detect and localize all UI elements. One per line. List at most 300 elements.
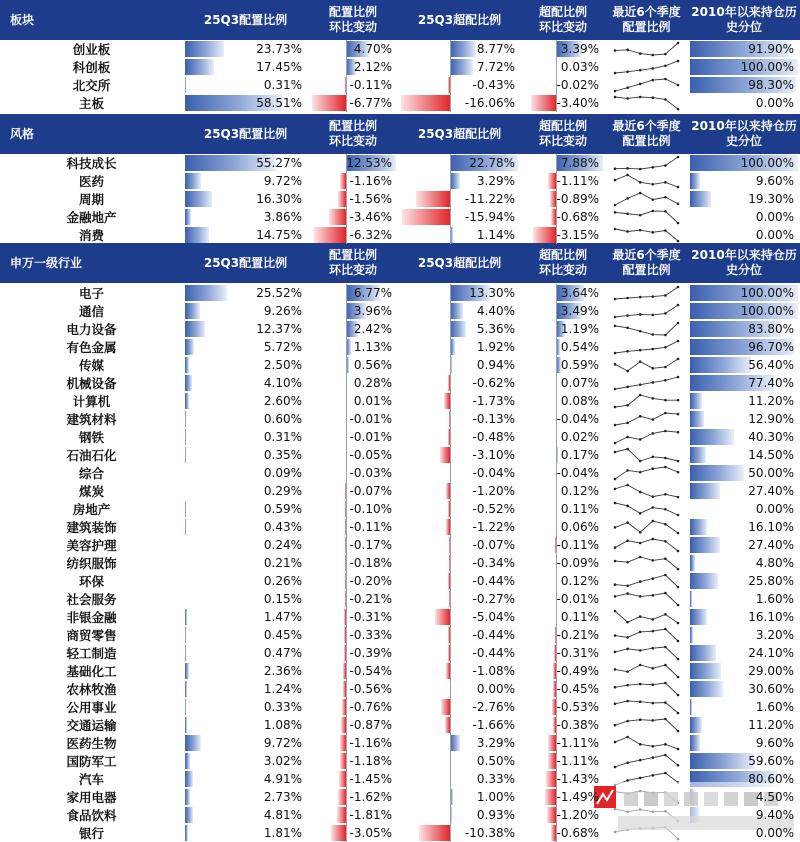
sparkline-point [652, 594, 655, 597]
bar-negative [550, 191, 557, 207]
sparkline-path [615, 503, 678, 515]
row-name: 传媒 [0, 356, 183, 374]
cell-over [398, 626, 521, 644]
bar-positive [185, 411, 186, 427]
value-label: 29.00% [748, 662, 794, 680]
value-label: 100.00% [741, 284, 794, 302]
zero-axis [450, 698, 451, 716]
column-header: 25Q3超配比例 [398, 243, 521, 283]
cell-over [398, 518, 521, 536]
cell-percentile [688, 154, 800, 172]
sparkline-point [652, 314, 655, 317]
bar-negative [331, 825, 346, 841]
section-header-board [0, 0, 800, 40]
zero-axis [450, 536, 451, 554]
row-name: 机械设备 [0, 374, 183, 392]
zero-axis [346, 554, 347, 572]
sparkline [613, 464, 680, 482]
cell-percentile [688, 752, 800, 770]
sparkline-point [652, 54, 655, 57]
sparkline-point [614, 90, 617, 93]
sparkline-point [664, 718, 667, 721]
cell-alloc-chg [308, 172, 398, 190]
zero-axis [346, 716, 347, 734]
value-label: 100.00% [741, 302, 794, 320]
column-header: 配置比例 环比变动 [308, 114, 398, 154]
cell-over-chg [521, 752, 605, 770]
sparkline-point [664, 540, 667, 543]
cell-alloc [183, 392, 308, 410]
sparkline-point [664, 613, 667, 616]
sparkline-point [626, 167, 629, 170]
cell-over-chg [521, 172, 605, 190]
sparkline-point [614, 583, 617, 586]
zero-axis [450, 58, 451, 76]
value-label: -0.49% [557, 662, 599, 680]
cell-over-chg [521, 716, 605, 734]
row-name: 国防军工 [0, 752, 183, 770]
sparkline-point [626, 561, 629, 564]
value-label: -1.16% [350, 172, 392, 190]
value-label: 17.45% [256, 58, 302, 76]
sparkline-point [664, 754, 667, 757]
column-header: 最近6个季度 配置比例 [605, 0, 688, 40]
sparkline-point [677, 604, 680, 607]
bar-percentile [690, 357, 751, 373]
zero-axis [346, 428, 347, 446]
sparkline-point [677, 108, 680, 111]
cell-alloc [183, 190, 308, 208]
table-row [0, 284, 800, 302]
cell-alloc-chg [308, 302, 398, 320]
sparkline-point [626, 174, 629, 177]
zero-axis [450, 716, 451, 734]
bar-negative [547, 807, 556, 823]
value-label: -0.09% [557, 554, 599, 572]
cell-over [398, 374, 521, 392]
bar-positive [185, 627, 186, 643]
sparkline-point [614, 702, 617, 705]
sparkline-point [626, 97, 629, 100]
sparkline-point [652, 210, 655, 213]
value-label: -0.87% [350, 716, 392, 734]
sparkline-point [626, 370, 629, 373]
sparkline-point [652, 630, 655, 633]
bar-percentile [690, 699, 692, 715]
column-header: 配置比例 环比变动 [308, 243, 398, 283]
bar-positive [185, 285, 227, 301]
cell-over-chg [521, 320, 605, 338]
cell-alloc [183, 154, 308, 172]
sparkline-point [626, 648, 629, 651]
sparkline-point [626, 539, 629, 542]
bar-percentile [690, 609, 707, 625]
value-label: -1.66% [473, 716, 515, 734]
zero-axis [346, 770, 347, 788]
bar-percentile [690, 191, 711, 207]
value-label: -0.39% [350, 644, 392, 662]
bar-negative [441, 699, 449, 715]
value-label: 0.11% [561, 500, 599, 518]
bar-positive [450, 303, 463, 319]
sparkline-point [639, 615, 642, 618]
cell-alloc [183, 284, 308, 302]
zero-axis [346, 392, 347, 410]
row-name: 非银金融 [0, 608, 183, 626]
zero-axis [346, 190, 347, 208]
row-name: 社会服务 [0, 590, 183, 608]
zero-axis [450, 788, 451, 806]
sparkline [613, 374, 680, 392]
row-name: 科技成长 [0, 154, 183, 172]
cell-over [398, 446, 521, 464]
value-label: -3.10% [473, 446, 515, 464]
bar-percentile [690, 519, 707, 535]
cell-over [398, 482, 521, 500]
value-label: 56.40% [748, 356, 794, 374]
cell-percentile [688, 482, 800, 500]
sparkline-point [652, 418, 655, 421]
sparkline-path [615, 431, 678, 443]
bar-percentile [690, 393, 702, 409]
sparkline-path [615, 43, 678, 55]
sparkline-point [639, 214, 642, 217]
value-label: -3.40% [557, 94, 599, 112]
cell-alloc [183, 806, 308, 824]
cell-over-chg [521, 644, 605, 662]
cell-over-chg [521, 590, 605, 608]
bar-positive [185, 735, 201, 751]
cell-percentile [688, 410, 800, 428]
bar-negative [401, 95, 449, 111]
cell-over-chg [521, 154, 605, 172]
zero-axis [450, 572, 451, 590]
sparkline-point [677, 764, 680, 767]
zero-axis [556, 572, 557, 590]
value-label: 4.91% [264, 770, 302, 788]
cell-over [398, 770, 521, 788]
cell-over [398, 226, 521, 244]
value-label: 1.24% [264, 680, 302, 698]
value-label: 1.92% [477, 338, 515, 356]
cell-percentile [688, 58, 800, 76]
cell-over-chg [521, 374, 605, 392]
sparkline-point [639, 383, 642, 386]
cell-over [398, 58, 521, 76]
sparkline-point [614, 424, 617, 427]
row-name: 钢铁 [0, 428, 183, 446]
bar-negative [440, 447, 449, 463]
sparkline-point [626, 700, 629, 703]
value-label: 9.72% [264, 734, 302, 752]
bar-positive [185, 825, 188, 841]
column-header: 2010年以来持仓历 史分位 [688, 243, 800, 283]
cell-over-chg [521, 518, 605, 536]
row-name: 食品饮料 [0, 806, 183, 824]
cell-over-chg [521, 608, 605, 626]
sparkline-point [614, 526, 617, 529]
value-label: 0.06% [561, 518, 599, 536]
cell-over [398, 680, 521, 698]
sparkline-point [639, 683, 642, 686]
table-row [0, 662, 800, 680]
zero-axis [450, 374, 451, 392]
sparkline-point [639, 700, 642, 703]
zero-axis [346, 208, 347, 226]
value-label: -0.27% [473, 590, 515, 608]
bar-positive [185, 771, 193, 787]
table-row [0, 716, 800, 734]
sparkline [613, 190, 680, 208]
cell-percentile [688, 698, 800, 716]
sparkline-point [639, 556, 642, 559]
sparkline-point [626, 404, 629, 407]
value-label: 58.51% [256, 94, 302, 112]
zero-axis [346, 338, 347, 356]
sparkline-path [615, 193, 678, 205]
value-label: 4.80% [756, 554, 794, 572]
value-label: 0.54% [561, 338, 599, 356]
zero-axis [450, 76, 451, 94]
sparkline-path [615, 211, 678, 223]
value-label: -0.56% [350, 680, 392, 698]
sparkline-point [664, 294, 667, 297]
value-label: 0.56% [354, 356, 392, 374]
cell-alloc [183, 410, 308, 428]
zero-axis [556, 338, 557, 356]
sparkline [613, 226, 680, 244]
sparkline-point [626, 436, 629, 439]
sparkline-path [615, 593, 678, 605]
cell-over-chg [521, 662, 605, 680]
value-label: 2.50% [264, 356, 302, 374]
sparkline-point [677, 640, 680, 643]
cell-over [398, 752, 521, 770]
zero-axis [450, 446, 451, 464]
sparkline-point [652, 756, 655, 759]
table-row [0, 464, 800, 482]
value-label: 2.42% [354, 320, 392, 338]
value-label: 0.08% [561, 392, 599, 410]
sparkline-path [615, 175, 678, 187]
cell-over-chg [521, 626, 605, 644]
bar-positive [185, 173, 201, 189]
value-label: -0.13% [473, 410, 515, 428]
cell-percentile [688, 446, 800, 464]
cell-percentile [688, 518, 800, 536]
row-name: 环保 [0, 572, 183, 590]
value-label: 0.29% [264, 482, 302, 500]
table-row [0, 172, 800, 190]
cell-alloc [183, 554, 308, 572]
sparkline-point [614, 204, 617, 207]
zero-axis [346, 500, 347, 518]
value-label: -0.10% [350, 500, 392, 518]
bar-positive [185, 717, 187, 733]
cell-alloc-chg [308, 338, 398, 356]
bar-negative [312, 95, 346, 111]
column-header: 超配比例 环比变动 [521, 243, 605, 283]
sparkline-point [664, 164, 667, 167]
cell-alloc [183, 356, 308, 374]
column-header: 申万一级行业 [0, 243, 183, 283]
value-label: 2.36% [264, 662, 302, 680]
cell-percentile [688, 172, 800, 190]
sparkline-point [677, 748, 680, 751]
sparkline-point [677, 42, 680, 45]
cell-alloc-chg [308, 464, 398, 482]
zero-axis [450, 662, 451, 680]
zero-axis [450, 482, 451, 500]
cell-percentile [688, 644, 800, 662]
column-header: 25Q3配置比例 [183, 114, 308, 154]
cell-alloc [183, 446, 308, 464]
cell-alloc-chg [308, 824, 398, 842]
row-name: 北交所 [0, 76, 183, 94]
sparkline-point [626, 386, 629, 389]
bar-positive [450, 735, 460, 751]
value-label: 5.36% [477, 320, 515, 338]
value-label: 0.03% [561, 58, 599, 76]
sparkline-point [626, 212, 629, 215]
value-label: 27.40% [748, 482, 794, 500]
cell-alloc-chg [308, 752, 398, 770]
value-label: 0.28% [354, 374, 392, 392]
table-row [0, 76, 800, 94]
bar-positive [185, 753, 190, 769]
cell-alloc-chg [308, 626, 398, 644]
sparkline-point [677, 286, 680, 289]
cell-over [398, 190, 521, 208]
sparkline-point [652, 381, 655, 384]
value-label: -0.18% [350, 554, 392, 572]
value-label: 0.02% [561, 428, 599, 446]
row-name: 银行 [0, 824, 183, 842]
sparkline [613, 518, 680, 536]
row-name: 基础化工 [0, 662, 183, 680]
table-row [0, 518, 800, 536]
value-label: 98.30% [748, 76, 794, 94]
sparkline [613, 572, 680, 590]
sparkline [613, 320, 680, 338]
cell-percentile [688, 190, 800, 208]
value-label: 23.73% [256, 40, 302, 58]
sparkline [613, 698, 680, 716]
value-label: 25.80% [748, 572, 794, 590]
value-label: 59.60% [748, 752, 794, 770]
value-label: 16.10% [748, 518, 794, 536]
cell-alloc [183, 320, 308, 338]
zero-axis [556, 356, 557, 374]
row-name: 美容护理 [0, 536, 183, 554]
cell-alloc [183, 716, 308, 734]
value-label: 27.40% [748, 536, 794, 554]
sparkline-point [626, 230, 629, 233]
value-label: 2.73% [264, 788, 302, 806]
cell-alloc-chg [308, 208, 398, 226]
sparkline-point [614, 478, 617, 481]
value-label: 0.50% [477, 752, 515, 770]
table-row [0, 302, 800, 320]
value-label: 0.00% [756, 208, 794, 226]
cell-percentile [688, 536, 800, 554]
bar-negative [314, 227, 346, 243]
sparkline-point [664, 430, 667, 433]
zero-axis [450, 608, 451, 626]
sparkline-point [652, 702, 655, 705]
sparkline-point [664, 334, 667, 337]
sparkline-point [614, 668, 617, 671]
value-label: 0.24% [264, 536, 302, 554]
cell-over-chg [521, 536, 605, 554]
zero-axis [450, 410, 451, 428]
table-row [0, 734, 800, 752]
sparkline [613, 536, 680, 554]
bar-positive [185, 209, 191, 225]
value-label: 3.49% [561, 302, 599, 320]
bar-positive [185, 447, 186, 463]
cell-over-chg [521, 76, 605, 94]
sparkline-point [639, 360, 642, 363]
value-label: 9.60% [756, 734, 794, 752]
sparkline-point [614, 488, 617, 491]
value-label: -6.77% [350, 94, 392, 112]
value-label: -0.43% [473, 76, 515, 94]
cell-alloc [183, 428, 308, 446]
sparkline-point [626, 585, 629, 588]
sparkline-point [626, 448, 629, 451]
value-label: -0.21% [350, 590, 392, 608]
zero-axis [450, 554, 451, 572]
sparkline-point [639, 649, 642, 652]
value-label: 55.27% [256, 154, 302, 172]
value-label: 0.00% [756, 824, 794, 842]
cell-over-chg [521, 226, 605, 244]
cell-over-chg [521, 190, 605, 208]
cell-over [398, 554, 521, 572]
zero-axis [450, 500, 451, 518]
sparkline-point [639, 631, 642, 634]
cell-over-chg [521, 94, 605, 112]
cell-over [398, 536, 521, 554]
sparkline-point [677, 186, 680, 189]
value-label: 0.11% [561, 608, 599, 626]
sparkline-point [639, 471, 642, 474]
zero-axis [450, 464, 451, 482]
sparkline-point [677, 676, 680, 679]
zero-axis [346, 320, 347, 338]
bar-positive [185, 357, 189, 373]
bar-positive [450, 321, 466, 337]
zero-axis [346, 608, 347, 626]
cell-over-chg [521, 500, 605, 518]
sparkline-point [652, 198, 655, 201]
value-label: 1.08% [264, 716, 302, 734]
zero-axis [346, 698, 347, 716]
bar-positive [185, 191, 212, 207]
zero-axis [450, 824, 451, 842]
bar-percentile [690, 753, 754, 769]
value-label: -3.05% [350, 824, 392, 842]
row-name: 房地产 [0, 500, 183, 518]
bar-negative [402, 209, 450, 225]
cell-alloc-chg [308, 40, 398, 58]
value-label: 5.72% [264, 338, 302, 356]
cell-over [398, 590, 521, 608]
value-label: -0.21% [557, 626, 599, 644]
sparkline-path [615, 485, 678, 497]
cell-alloc-chg [308, 572, 398, 590]
